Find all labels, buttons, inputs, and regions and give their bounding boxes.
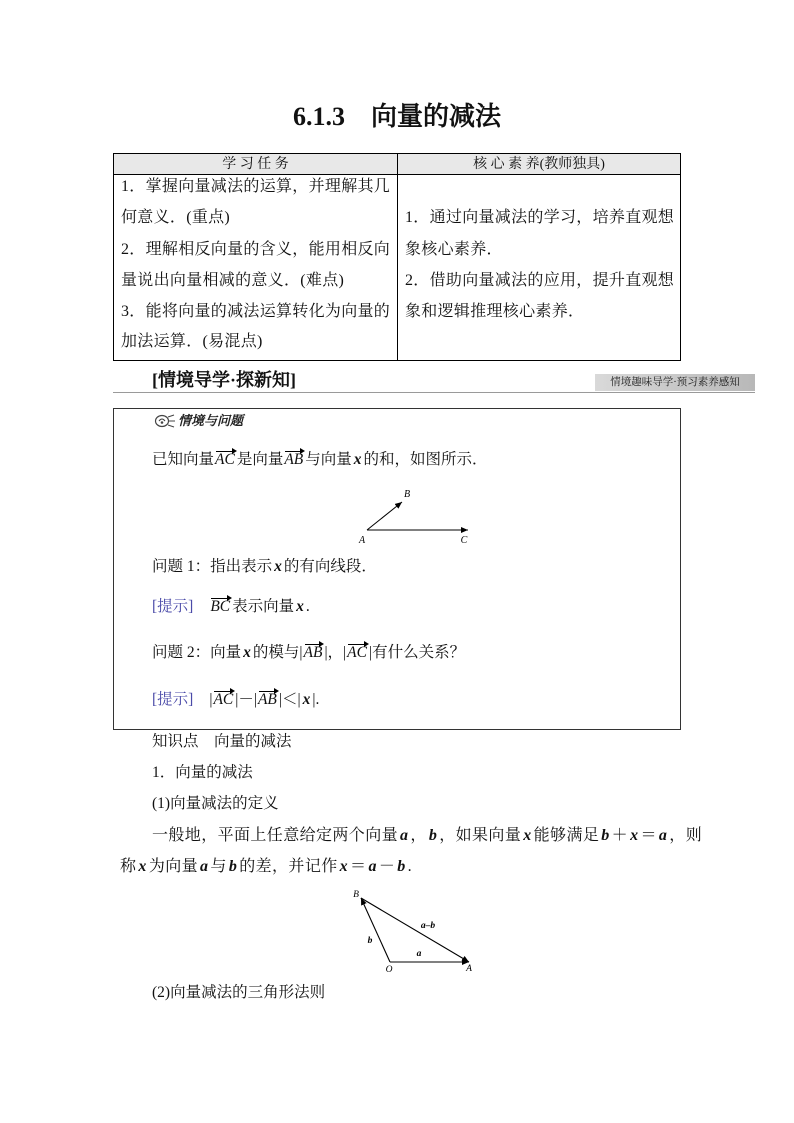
vector-ab-arrow — [367, 502, 402, 530]
text-segment: |. — [312, 691, 320, 708]
variable-symbol: b — [601, 827, 610, 844]
vector-subtraction-figure — [345, 885, 485, 975]
variable-symbol: x — [339, 858, 349, 875]
section-header-label: [情境导学·探新知] — [152, 370, 296, 390]
text-segment: . — [305, 598, 310, 615]
point-label-a: A — [358, 535, 366, 546]
definition-title: (1)向量减法的定义 — [152, 795, 279, 812]
text-segment: 问题 2：向量 — [152, 644, 242, 661]
question-1 — [152, 557, 377, 577]
variable-symbol: x — [243, 644, 251, 661]
hint-tag: [提示] — [152, 691, 194, 708]
point-label-o: O — [385, 965, 393, 975]
definition-paragraph-line — [120, 857, 412, 877]
variable-symbol: x — [353, 451, 362, 468]
text-segment: | — [209, 691, 213, 708]
text-segment: 表示向量 — [232, 598, 295, 615]
text-segment: 与 — [210, 858, 227, 875]
section-number: 6.1.3 — [292, 102, 345, 131]
text-segment: 问题 1：指出表示 — [152, 558, 273, 575]
knowledge-heading: 知识点 向量的减法 — [152, 733, 292, 750]
scenario-intro — [152, 450, 488, 470]
variable-symbol: a — [658, 827, 668, 844]
vector-symbol: BC — [210, 598, 231, 615]
label-a-minus-b: a–b — [420, 921, 436, 931]
point-label-b: B — [353, 890, 359, 900]
vector-b-arrow — [361, 898, 390, 962]
variable-symbol: x — [302, 691, 311, 708]
text-segment: 与向量 — [305, 451, 352, 468]
text-segment: ＝ — [640, 827, 657, 844]
text-segment: 已知向量 — [152, 451, 215, 468]
learning-task-line: 量说出向量相减的意义．(难点) — [121, 272, 345, 289]
text-segment: 的和，如图所示． — [363, 451, 488, 468]
vector-symbol: AB — [303, 644, 323, 661]
vector-symbol: AC — [215, 451, 235, 468]
header-learning-tasks: 学 习 任 务 — [222, 157, 289, 172]
question-2 — [152, 643, 465, 663]
text-segment: |－| — [235, 691, 257, 708]
vector-symbol: AC — [213, 691, 234, 708]
text-segment: 称 — [120, 858, 137, 875]
text-segment: ， — [410, 827, 427, 844]
text-segment: ，则 — [669, 827, 703, 844]
point-label-a: A — [466, 964, 472, 974]
vector-addition-figure — [350, 484, 480, 546]
vector-a-minus-b-arrow — [361, 898, 469, 962]
point-label-c: C — [460, 535, 468, 546]
column-divider — [397, 154, 398, 360]
text-segment: 能够满足 — [533, 827, 600, 844]
learning-task-line: 1．掌握向量减法的运算，并理解其几 — [121, 178, 391, 195]
core-literacy-line: 象核心素养． — [405, 241, 503, 258]
variable-symbol: x — [630, 827, 639, 844]
text-segment: ＝ — [350, 858, 367, 875]
learning-task-line: 加法运算．(易混点) — [121, 333, 263, 350]
core-literacy-line: 象和逻辑推理核心素养． — [405, 303, 585, 320]
variable-symbol: x — [296, 598, 304, 615]
text-segment: . — [407, 858, 413, 875]
variable-symbol: a — [200, 858, 209, 875]
variable-symbol: b — [428, 827, 438, 844]
variable-symbol: a — [400, 827, 409, 844]
definition-paragraph-line — [152, 826, 702, 846]
text-segment: － — [378, 858, 396, 875]
learning-task-line: 2．理解相反向量的含义，能用相反向 — [121, 241, 391, 258]
core-literacy-line: 1．通过向量减法的学习，培养直观想 — [405, 209, 675, 226]
scenario-icon — [154, 413, 176, 429]
knowledge-subheading: 1．向量的减法 — [152, 764, 253, 781]
hint-2 — [152, 690, 319, 710]
variable-symbol: a — [368, 858, 377, 875]
variable-symbol: x — [138, 858, 147, 875]
point-label-b: B — [403, 489, 411, 500]
hint-1 — [152, 597, 310, 617]
variable-symbol: x — [523, 827, 532, 844]
vector-symbol: AB — [284, 451, 304, 468]
text-segment: ，如果向量 — [439, 827, 522, 844]
text-segment: |＜| — [278, 691, 301, 708]
variable-symbol: b — [397, 858, 406, 875]
scenario-heading: 情境与问题 — [178, 413, 244, 428]
text-segment: 的差，并记作 — [239, 858, 338, 875]
text-segment: |，| — [324, 644, 347, 661]
text-segment: 的模与| — [252, 644, 303, 661]
section-title: 向量的减法 — [370, 102, 501, 131]
objectives-table — [113, 153, 681, 361]
variable-symbol: b — [228, 858, 238, 875]
learning-task-line: 何意义．(重点) — [121, 209, 231, 226]
label-b: b — [367, 936, 373, 946]
variable-symbol: x — [274, 558, 282, 575]
text-segment: 为向量 — [148, 858, 199, 875]
text-segment: 的有向线段． — [283, 558, 377, 575]
section-header-tag: 情境趣味导学·预习素养感知 — [595, 374, 755, 391]
text-segment: 是向量 — [236, 451, 284, 468]
vector-symbol: AC — [347, 644, 367, 661]
learning-task-line: 3．能将向量的减法运算转化为向量的 — [121, 303, 391, 320]
header-core-literacy: 核 心 素 养(教师独具) — [473, 157, 605, 172]
text-segment: 一般地，平面上任意给定两个向量 — [152, 827, 399, 844]
vector-symbol: AB — [257, 691, 277, 708]
text-segment: |有什么关系？ — [368, 644, 466, 661]
text-segment: ＋ — [611, 827, 629, 844]
hint-tag: [提示] — [152, 598, 194, 615]
triangle-rule-title: (2)向量减法的三角形法则 — [152, 984, 326, 1001]
section-header-rule — [113, 392, 755, 393]
core-literacy-line: 2．借助向量减法的应用，提升直观想 — [405, 272, 675, 289]
page-title — [0, 99, 794, 135]
label-a: a — [416, 949, 422, 959]
